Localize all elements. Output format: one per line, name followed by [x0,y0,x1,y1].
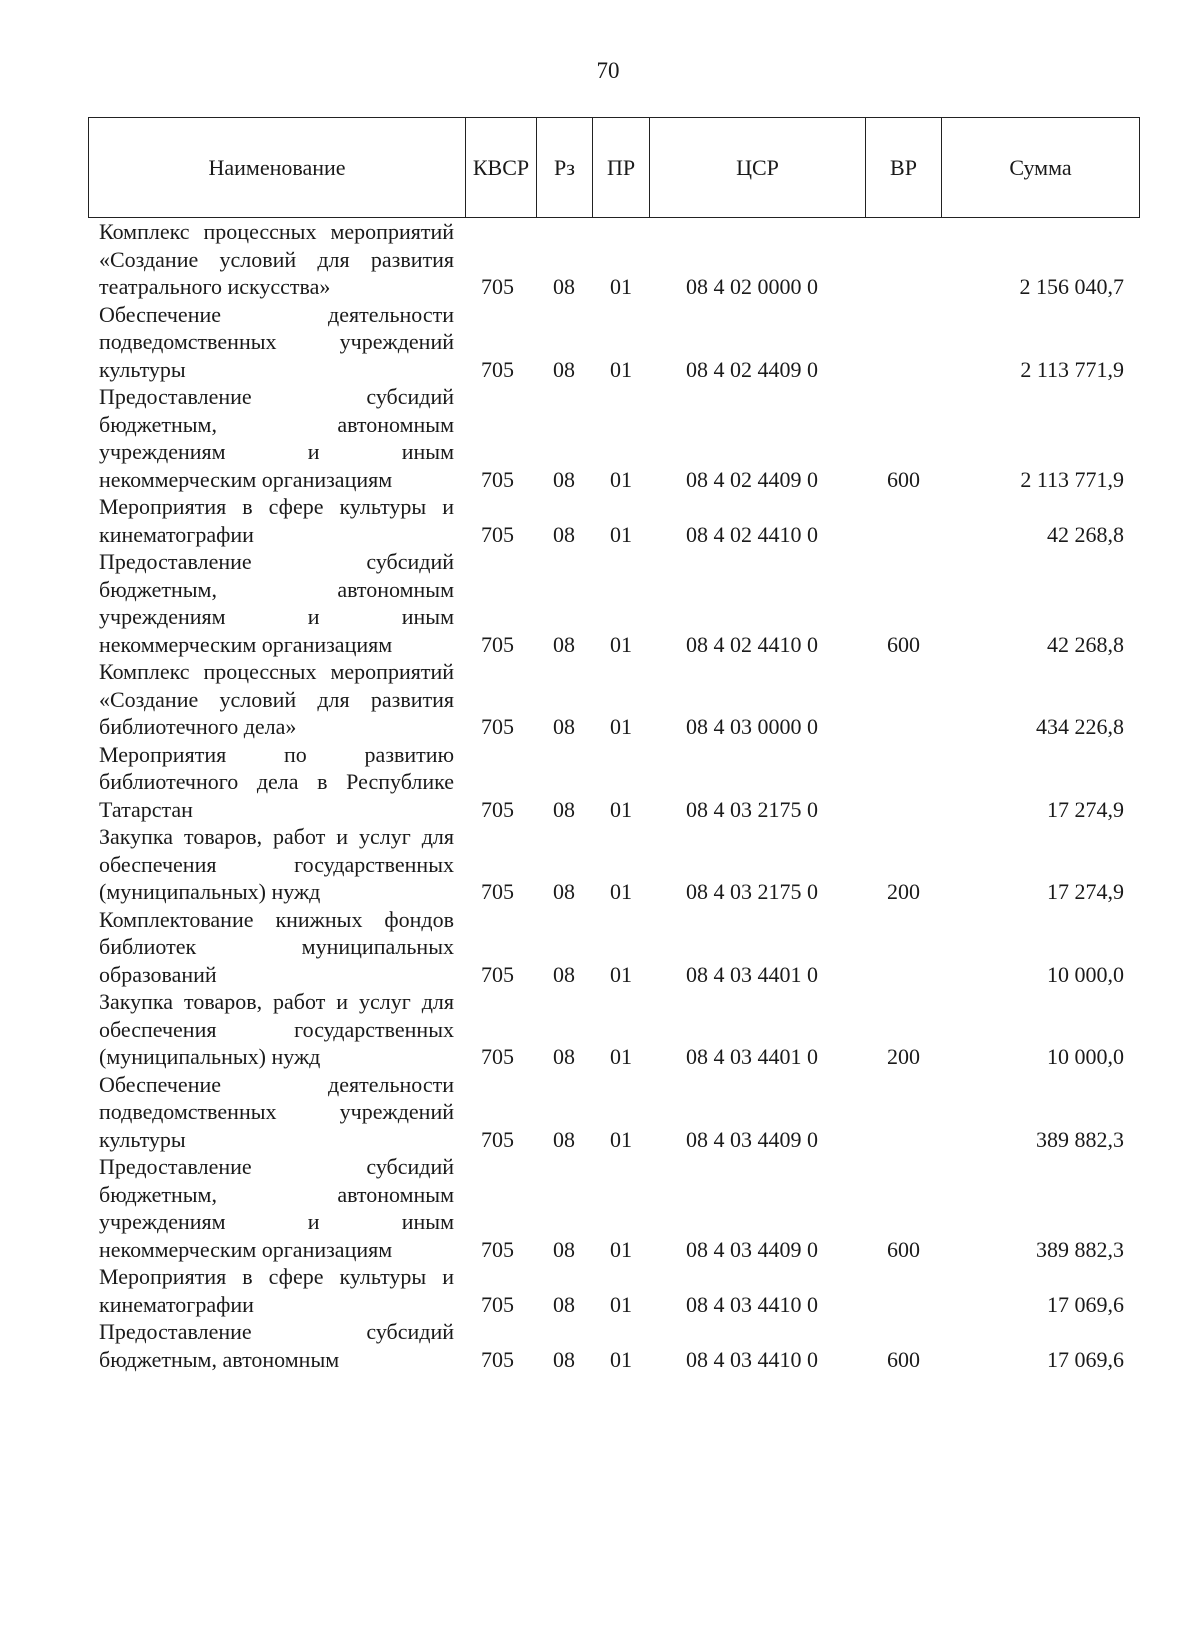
row-kvsr: 705 [481,356,514,382]
header-vr: ВР [866,118,942,217]
row-pr: 01 [610,1126,632,1152]
header-kvsr: КВСР [466,118,537,217]
row-csr: 08 4 02 4409 0 [686,356,818,382]
row-csr: 08 4 03 2175 0 [686,879,818,904]
row-vr: 200 [887,1044,920,1069]
row-csr: 08 4 02 4410 0 [686,631,818,657]
row-csr: 08 4 03 4401 0 [686,961,818,987]
row-name: Предоставление субсидий бюджетным, автономным учреждениям и иным некоммерческим организациям [99,549,454,657]
row-rz: 08 [553,274,575,299]
row-kvsr: 705 [481,521,514,547]
table-row [0,658,1200,741]
row-rz: 08 [553,356,575,382]
row-pr: 01 [610,631,632,657]
row-pr: 01 [610,961,632,987]
header-pr: ПР [593,118,650,217]
row-csr: 08 4 02 4410 0 [686,521,818,547]
row-pr: 01 [610,714,632,739]
row-vr: 600 [887,466,920,492]
row-csr: 08 4 03 4410 0 [686,1291,818,1317]
table-row [0,218,1200,301]
row-csr: 08 4 03 0000 0 [686,714,818,739]
table-header [88,117,1140,218]
row-csr: 08 4 02 0000 0 [686,274,818,299]
row-csr: 08 4 03 2175 0 [686,796,818,822]
row-sum: 17 069,6 [1047,1346,1124,1372]
table-row [0,1263,1200,1318]
table-row [0,548,1200,658]
table-row [0,1153,1200,1263]
table-row [0,741,1200,824]
row-name: Комплекс процессных мероприятий «Создание условий для развития театрального искусства» [99,219,454,299]
row-rz: 08 [553,521,575,547]
row-name: Закупка товаров, работ и услуг для обеспечения государственных (муниципальных) нужд [99,989,454,1069]
row-csr: 08 4 03 4410 0 [686,1346,818,1372]
row-kvsr: 705 [481,466,514,492]
row-sum: 2 156 040,7 [1019,274,1124,299]
row-vr: 600 [887,1346,920,1372]
row-pr: 01 [610,879,632,904]
row-kvsr: 705 [481,1044,514,1069]
row-name: Предоставление субсидий бюджетным, автономным [99,1319,454,1372]
row-rz: 08 [553,1126,575,1152]
row-rz: 08 [553,466,575,492]
row-kvsr: 705 [481,879,514,904]
row-csr: 08 4 03 4401 0 [686,1044,818,1069]
row-sum: 10 000,0 [1047,1044,1124,1069]
row-sum: 17 274,9 [1047,796,1124,822]
row-rz: 08 [553,1346,575,1372]
row-pr: 01 [610,1236,632,1262]
header-sum: Сумма [1009,154,1072,180]
row-kvsr: 705 [481,1346,514,1372]
row-kvsr: 705 [481,796,514,822]
row-kvsr: 705 [481,961,514,987]
header-csr: ЦСР [650,118,866,217]
table-row [0,1318,1200,1373]
table-row [0,823,1200,906]
page-number: 70 [596,58,620,83]
row-kvsr: 705 [481,1126,514,1152]
row-name: Закупка товаров, работ и услуг для обеспечения государственных (муниципальных) нужд [99,824,454,904]
row-pr: 01 [610,466,632,492]
row-pr: 01 [610,1291,632,1317]
row-pr: 01 [610,796,632,822]
row-pr: 01 [610,1346,632,1372]
header-rz: Рз [537,118,593,217]
row-vr: 600 [887,1236,920,1262]
row-sum: 17 069,6 [1047,1291,1124,1317]
row-rz: 08 [553,796,575,822]
table-row [0,1071,1200,1154]
row-sum: 42 268,8 [1047,521,1124,547]
row-kvsr: 705 [481,1236,514,1262]
row-rz: 08 [553,1291,575,1317]
table-body [0,218,1200,1373]
table-row [0,493,1200,548]
table-row [0,988,1200,1071]
row-pr: 01 [610,521,632,547]
row-name: Комплектование книжных фондов библиотек муниципальных образований [99,906,454,987]
row-name: Предоставление субсидий бюджетным, автономным учреждениям и иным некоммерческим организациям [99,384,454,492]
row-rz: 08 [553,879,575,904]
row-name: Мероприятия в сфере культуры и кинематографии [99,494,454,547]
row-sum: 17 274,9 [1047,879,1124,904]
row-vr: 600 [887,631,920,657]
row-csr: 08 4 03 4409 0 [686,1236,818,1262]
row-rz: 08 [553,961,575,987]
row-sum: 389 882,3 [1036,1126,1124,1152]
row-sum: 10 000,0 [1047,961,1124,987]
row-name: Комплекс процессных мероприятий «Создание условий для развития библиотечного дела» [99,659,454,739]
row-pr: 01 [610,274,632,299]
row-name: Обеспечение деятельности подведомственных учреждений культуры [99,1071,454,1152]
row-sum: 42 268,8 [1047,631,1124,657]
header-name: Наименование [89,118,466,217]
table-row [0,383,1200,493]
row-sum: 2 113 771,9 [1020,466,1124,492]
row-rz: 08 [553,631,575,657]
row-csr: 08 4 02 4409 0 [686,466,818,492]
row-rz: 08 [553,714,575,739]
row-rz: 08 [553,1236,575,1262]
row-rz: 08 [553,1044,575,1069]
row-sum: 389 882,3 [1036,1236,1124,1262]
row-kvsr: 705 [481,631,514,657]
row-kvsr: 705 [481,1291,514,1317]
row-sum: 434 226,8 [1036,714,1124,739]
row-csr: 08 4 03 4409 0 [686,1126,818,1152]
table-row [0,906,1200,989]
row-kvsr: 705 [481,274,514,299]
row-name: Предоставление субсидий бюджетным, автономным учреждениям и иным некоммерческим организациям [99,1154,454,1262]
row-name: Мероприятия в сфере культуры и кинематографии [99,1264,454,1317]
row-name: Обеспечение деятельности подведомственных учреждений культуры [99,301,454,382]
row-name: Мероприятия по развитию библиотечного дела в Республике Татарстан [99,741,454,822]
row-pr: 01 [610,1044,632,1069]
row-pr: 01 [610,356,632,382]
row-kvsr: 705 [481,714,514,739]
table-row [0,301,1200,384]
row-sum: 2 113 771,9 [1020,356,1124,382]
row-vr: 200 [887,879,920,904]
